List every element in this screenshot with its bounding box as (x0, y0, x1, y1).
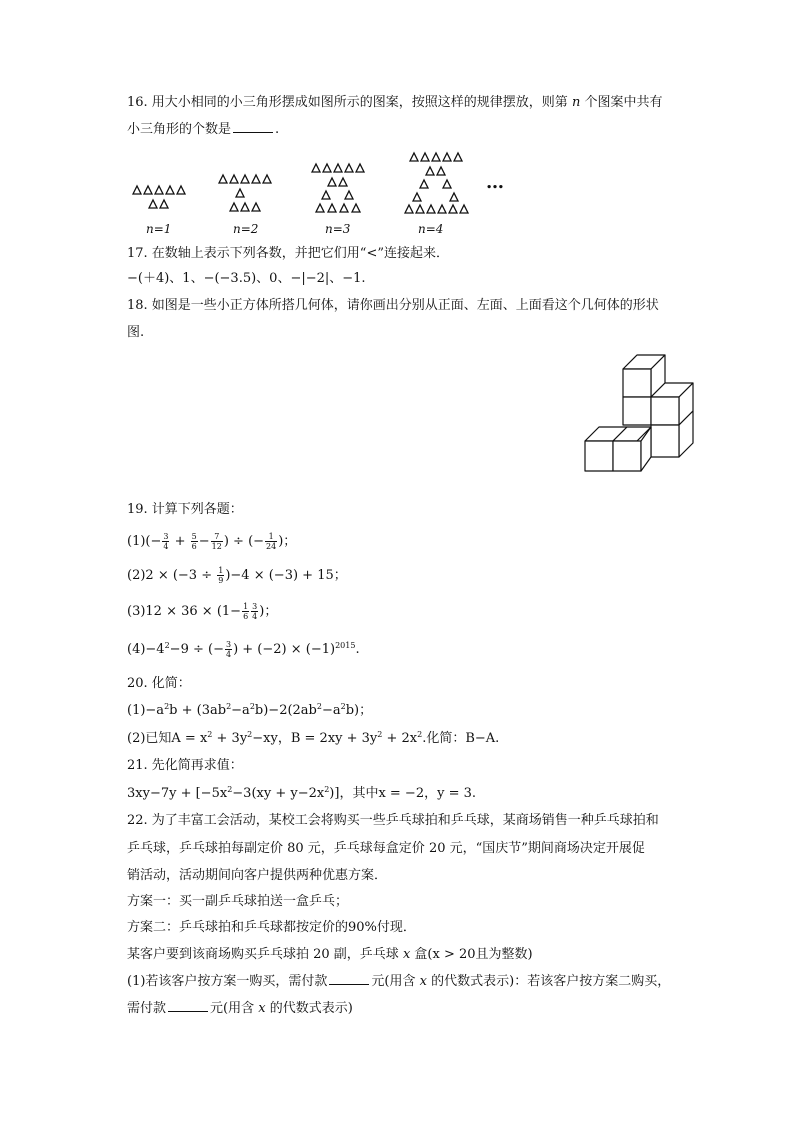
q19-p4-b: −9 ÷ (− (169, 642, 224, 657)
q19-part2 (127, 566, 347, 586)
label-n3: n=3 (325, 222, 351, 236)
q19-p2-frac: $\frac{1}{9}$ (218, 566, 224, 585)
pattern-ellipsis: … (486, 172, 504, 193)
q16-line2 (127, 120, 279, 140)
q16-n: n (571, 95, 581, 110)
label-n4: n=4 (418, 222, 444, 236)
q17-line1: 17. 在数轴上表示下列各数，并把它们用“<”连接起来． (127, 246, 449, 261)
q22-plan1: 方案一：买一副乒乓球拍送一盒乒乓； (127, 894, 349, 909)
pattern-n1 (133, 186, 185, 208)
q19-p3-a: (3)12 × 36 × (1− (127, 604, 242, 619)
q19-p1-frac2: $\frac{5}{6}$ (191, 532, 197, 551)
q16-line2-text: 小三角形的个数是 (127, 122, 232, 137)
q18-line2: 图. (127, 325, 145, 340)
q19-p1-a: (1)(− (127, 534, 162, 549)
q21-title: 21. 先化简再求值： (127, 758, 243, 773)
q19-p2-b: )−4 × (−3) + 15； (225, 568, 347, 583)
q19-p1-c: − (198, 534, 210, 549)
q18-line1: 18. 如图是一些小正方体所搭几何体，请你画出分别从正面、左面、上面看这个几何体的形状 (127, 298, 659, 313)
q19-p2-a: (2)2 × (−3 ÷ (127, 568, 217, 583)
q19-part3 (127, 602, 277, 622)
q22-line7: (1)若该客户按方案一购买，需付款 元(用含 x 的代数式表示)：若该客户按方案二购买， (127, 974, 671, 989)
q22-line2: 乒乓球，乒乓球拍每副定价 80 元，乒乓球每盒定价 20 元，“国庆节”期间商场决定开展促 (127, 841, 645, 856)
q19-p3-frac1: $\frac{1}{6}$ (243, 602, 249, 621)
q19-p1-e: )； (278, 534, 297, 549)
pattern-n3 (312, 164, 364, 212)
q19-p1-frac1: $\frac{3}{4}$ (163, 532, 169, 551)
q19-p4-a: (4)−4 (127, 642, 165, 657)
pattern-n4 (405, 153, 468, 213)
q20-part2: (2)已知$A = x^2 + 3y^2-xy$，$B = 2xy + 3y^2 + 2x^2$.化简：B−A. (127, 730, 500, 746)
q22-line6: 某客户要到该商场购买乒乓球拍 20 副，乒乓球 x 盒(x > 20且为整数) (127, 947, 533, 962)
pattern-n2 (219, 175, 271, 211)
q16-text-a: 16. 用大小相同的小三角形摆成如图所示的图案，按照这样的规律摆放，则第 (127, 95, 568, 110)
q19-p4-d: . (355, 642, 360, 657)
q16-line2-end: . (275, 122, 280, 137)
q20-title: 20. 化简： (127, 676, 191, 691)
q22-line3: 销活动，活动期间向客户提供两种优惠方案． (127, 868, 388, 883)
q19-p4-sup1: 2 (164, 641, 170, 650)
q19-p1-d: ) ÷ (− (223, 534, 265, 549)
q22-blank1 (329, 972, 369, 985)
q19-title: 19. 计算下列各题： (127, 502, 243, 517)
label-n1: n=1 (146, 222, 172, 236)
q19-part1 (127, 532, 296, 552)
q16-line1 (127, 93, 662, 113)
q22-line8: 需付款 元(用含 x 的代数式表示) (127, 1001, 353, 1016)
q19-p1-frac4: $\frac{1}{24}$ (266, 532, 277, 551)
q22-plan2: 方案二：乒乓球拍和乒乓球都按定价的90%付现． (127, 920, 416, 935)
q22-line1: 22. 为了丰富工会活动，某校工会将购买一些乒乓球拍和乒乓球，某商场销售一种乒乓球拍和 (127, 813, 659, 828)
q19-p4-c: ) + (−2) × (−1) (233, 642, 336, 657)
q16-answer-blank (233, 120, 273, 133)
label-n2: n=2 (233, 222, 259, 236)
q19-p3-b: )； (259, 604, 278, 619)
q19-p1-b: + (170, 534, 190, 549)
q19-p3-frac2: $\frac{3}{4}$ (252, 602, 258, 621)
q16-text-b: 个图案中共有 (584, 95, 663, 110)
q19-p4-sup2: 2015 (335, 641, 356, 650)
q21-expression: $3xy-7y + [-5x^2-3(xy + y-2x^2)]$，其中x = −2，y = 3. (127, 785, 476, 801)
q22-blank2 (168, 999, 208, 1012)
q19-p4-frac: $\frac{3}{4}$ (225, 640, 232, 659)
q17-line2: −(＋4)、1、−(−3.5)、0、−|−2|、−1. (127, 271, 366, 286)
q19-part4 (127, 640, 360, 660)
q20-part1: $(1)-a^2b + (3ab^2-a^2b)-2(2ab^2-a^2b)$； (127, 702, 373, 718)
q19-p1-frac3: $\frac{7}{12}$ (211, 532, 222, 551)
